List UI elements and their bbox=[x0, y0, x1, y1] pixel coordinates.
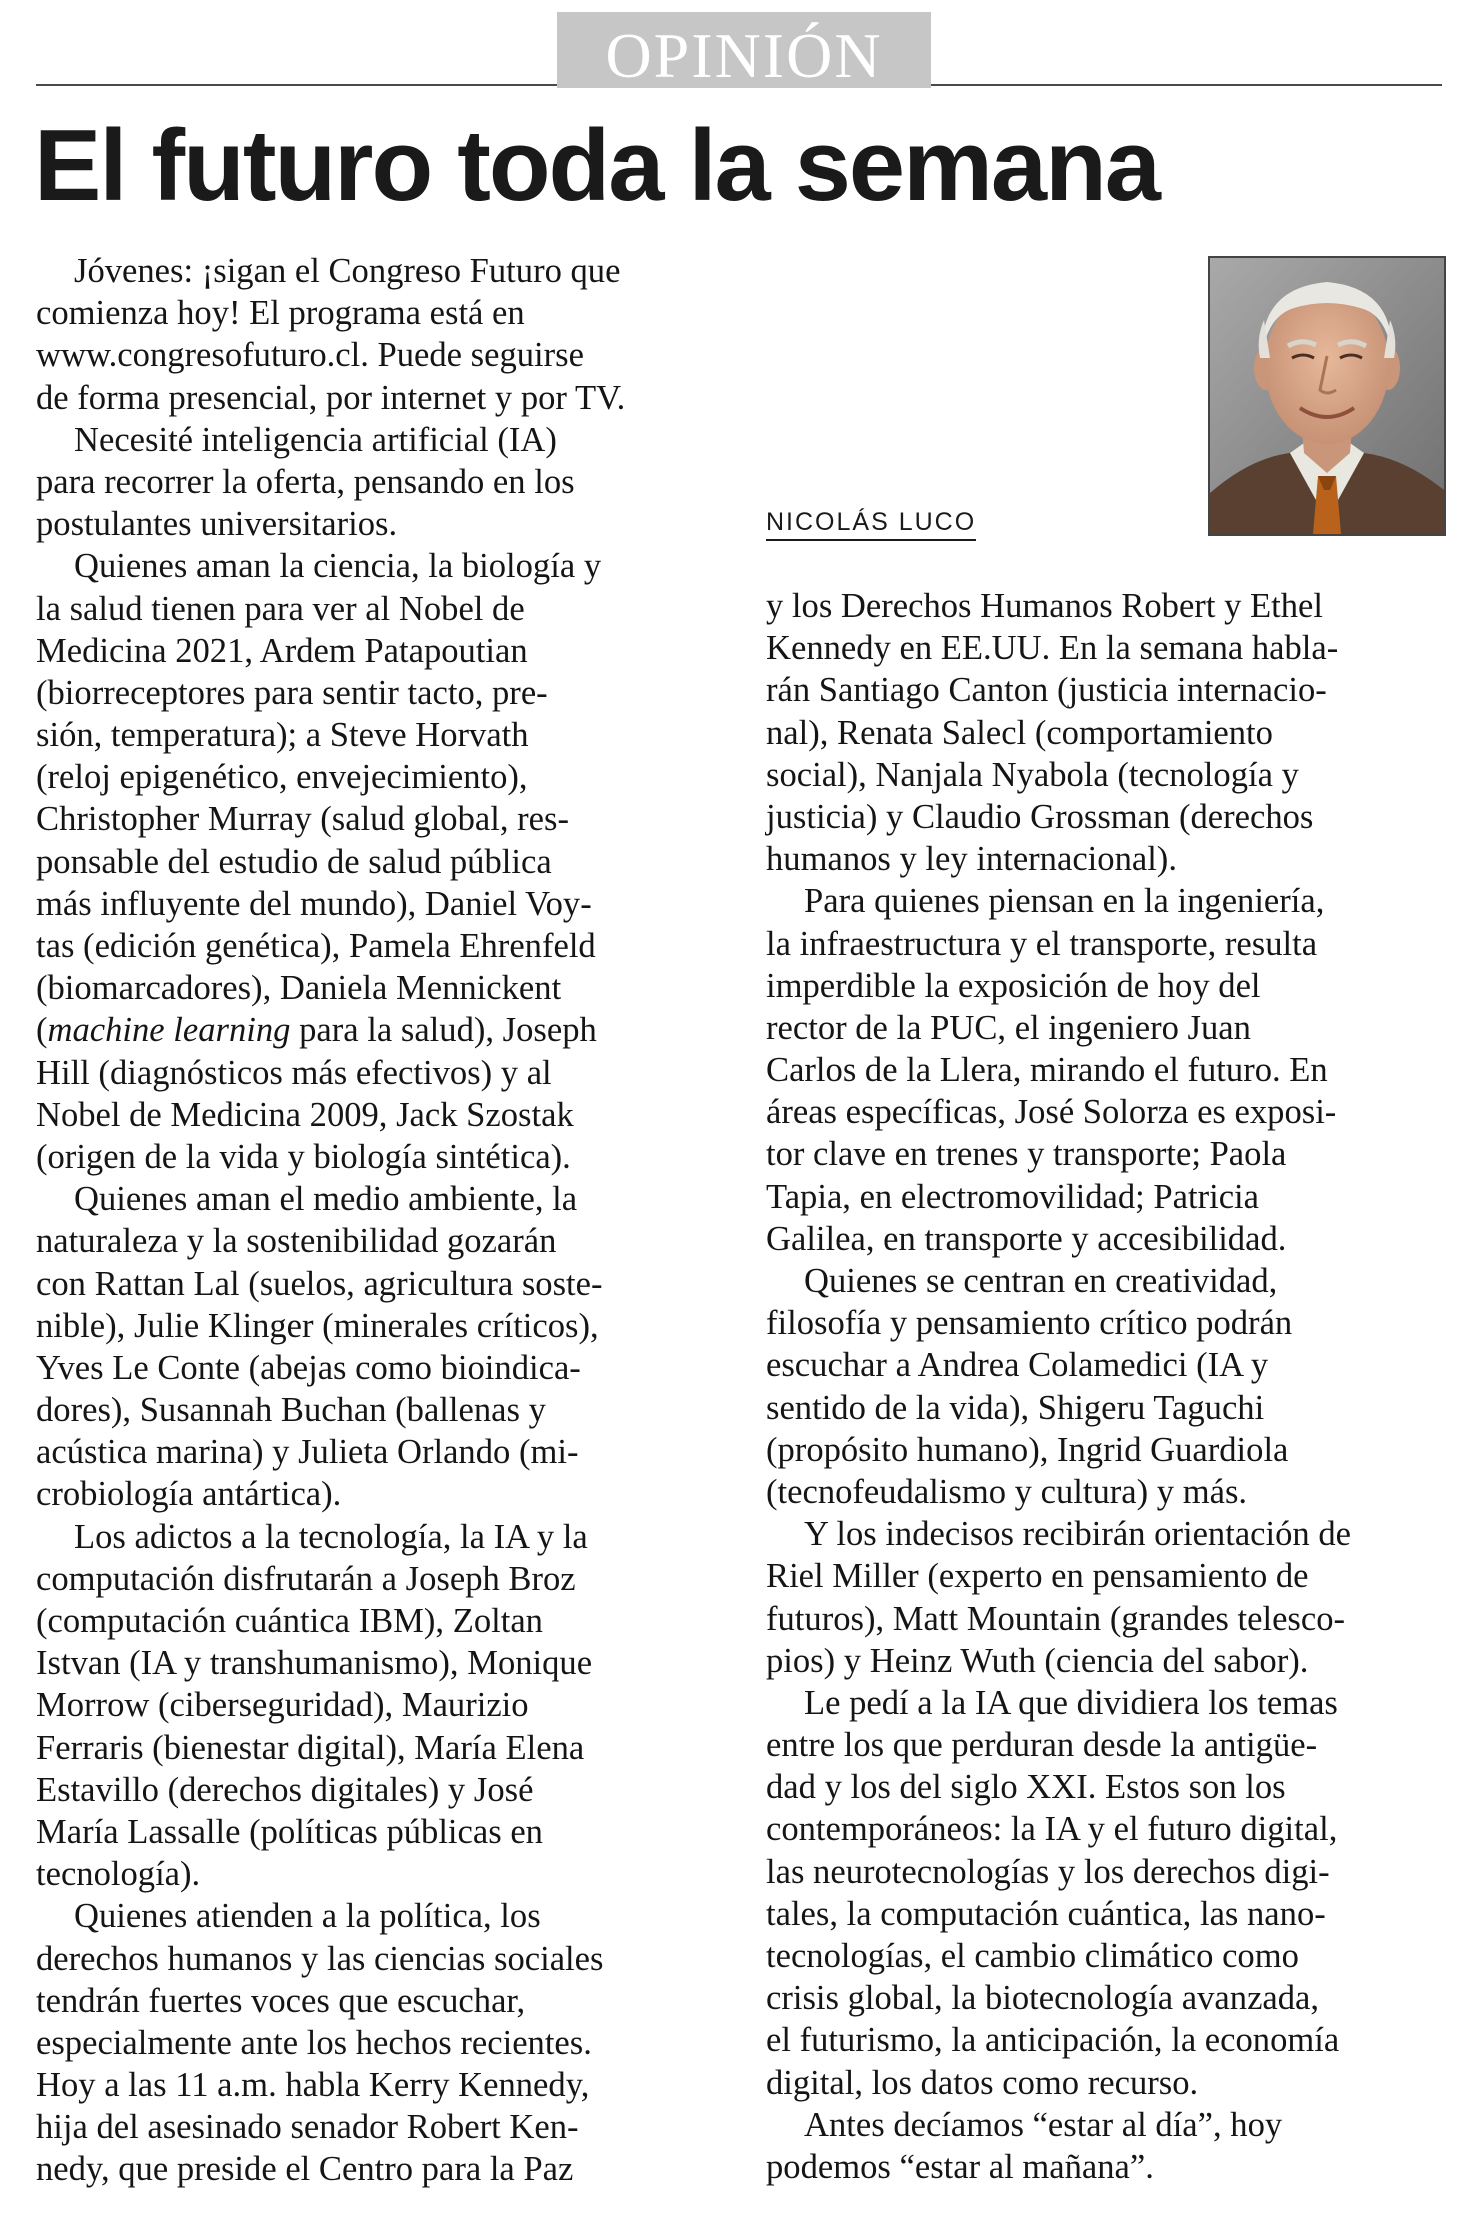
italic-term: machine learning bbox=[47, 1011, 291, 1050]
text-line: sentido de la vida), Shigeru Taguchi bbox=[766, 1388, 1265, 1427]
text-line: (propósito humano), Ingrid Guardiola bbox=[766, 1430, 1289, 1469]
text-line: podemos “estar al mañana”. bbox=[766, 2147, 1154, 2186]
text-line: Yves Le Conte (abejas como bioindica- bbox=[36, 1348, 581, 1387]
headline: El futuro toda la semana bbox=[34, 110, 1159, 222]
text-line: filosofía y pensamiento crítico podrán bbox=[766, 1304, 1293, 1343]
text-line: (tecnofeudalismo y cultura) y más. bbox=[766, 1472, 1248, 1511]
text-line: rán Santiago Canton (justicia internacio- bbox=[766, 671, 1327, 710]
text-line: las neurotecnologías y los derechos digi- bbox=[766, 1852, 1330, 1891]
text-line: (biorreceptores para sentir tacto, pre- bbox=[36, 673, 548, 712]
text-line: humanos y ley internacional). bbox=[766, 840, 1177, 879]
text-line: dores), Susannah Buchan (ballenas y bbox=[36, 1391, 546, 1430]
text-line: sión, temperatura); a Steve Horvath bbox=[36, 716, 529, 755]
text-line: postulantes universitarios. bbox=[36, 505, 398, 544]
author-photo bbox=[1208, 256, 1446, 536]
column-right bbox=[766, 585, 1438, 2188]
text-line: Tapia, en electromovilidad; Patricia bbox=[766, 1177, 1260, 1216]
text-line: tendrán fuertes voces que escuchar, bbox=[36, 1981, 526, 2020]
text-line: ponsable del estudio de salud pública bbox=[36, 842, 552, 881]
text-line: Y los indecisos recibirán orientación de bbox=[804, 1515, 1351, 1554]
text-line: el futurismo, la anticipación, la economía bbox=[766, 2021, 1340, 2060]
text-line: más influyente del mundo), Daniel Voy- bbox=[36, 884, 592, 923]
text-line: nible), Julie Klinger (minerales críticos), bbox=[36, 1306, 599, 1345]
text-line: nedy, que preside el Centro para la Paz bbox=[36, 2150, 574, 2189]
text-line: derechos humanos y las ciencias sociales bbox=[36, 1939, 604, 1978]
text-line: Riel Miller (experto en pensamiento de bbox=[766, 1557, 1309, 1596]
text-line: nal), Renata Salecl (comportamiento bbox=[766, 713, 1273, 752]
text-line: Quienes atienden a la política, los bbox=[74, 1897, 541, 1936]
text-line: especialmente ante los hechos recientes. bbox=[36, 2023, 592, 2062]
text-line: Morrow (ciberseguridad), Maurizio bbox=[36, 1686, 529, 1725]
text-line: Estavillo (derechos digitales) y José bbox=[36, 1770, 534, 1809]
text-line: Kennedy en EE.UU. En la semana habla- bbox=[766, 629, 1339, 668]
text-line: social), Nanjala Nyabola (tecnología y bbox=[766, 755, 1299, 794]
text-line: www.congresofuturo.cl. Puede seguirse bbox=[36, 336, 584, 375]
text-line: tecnologías, el cambio climático como bbox=[766, 1937, 1299, 1975]
text-line: escuchar a Andrea Colamedici (IA y bbox=[766, 1346, 1269, 1385]
text-line: crisis global, la biotecnología avanzada, bbox=[766, 1979, 1320, 2018]
text-line: Hoy a las 11 a.m. habla Kerry Kennedy, bbox=[36, 2066, 590, 2105]
text-line: (computación cuántica IBM), Zoltan bbox=[36, 1602, 543, 1640]
text-line: Quienes aman el medio ambiente, la bbox=[74, 1180, 578, 1219]
text-line: crobiología antártica). bbox=[36, 1475, 342, 1514]
text-line: tas (edición genética), Pamela Ehrenfeld bbox=[36, 927, 596, 965]
text-line: (biomarcadores), Daniela Mennickent bbox=[36, 969, 562, 1008]
text-line: María Lassalle (políticas públicas en bbox=[36, 1812, 543, 1851]
text-line: justicia) y Claudio Grossman (derechos bbox=[766, 797, 1314, 836]
text-line: Medicina 2021, Ardem Patapoutian bbox=[36, 631, 528, 670]
text-line: Necesité inteligencia artificial (IA) bbox=[74, 420, 557, 459]
author-portrait-illustration bbox=[1210, 258, 1444, 534]
text-line: computación disfrutarán a Joseph Broz bbox=[36, 1559, 576, 1598]
text-line: imperdible la exposición de hoy del bbox=[766, 966, 1261, 1005]
text-line: contemporáneos: la IA y el futuro digital, bbox=[766, 1810, 1338, 1849]
text-line: pios) y Heinz Wuth (ciencia del sabor). bbox=[766, 1641, 1309, 1680]
text-line: Quienes se centran en creatividad, bbox=[804, 1262, 1278, 1300]
text-line: para recorrer la oferta, pensando en los bbox=[36, 462, 575, 501]
byline: NICOLÁS LUCO bbox=[766, 508, 976, 541]
text-line: Hill (diagnósticos más efectivos) y al bbox=[36, 1053, 552, 1092]
column-left bbox=[36, 250, 736, 2191]
text-line: acústica marina) y Julieta Orlando (mi- bbox=[36, 1433, 579, 1472]
text-line: con Rattan Lal (suelos, agricultura soste- bbox=[36, 1264, 603, 1303]
text-line: la salud tienen para ver al Nobel de bbox=[36, 589, 525, 628]
text-line: Jóvenes: ¡sigan el Congreso Futuro que bbox=[74, 252, 621, 290]
text-line: (origen de la vida y biología sintética). bbox=[36, 1137, 571, 1176]
text-line: digital, los datos como recurso. bbox=[766, 2063, 1199, 2102]
text-line: la infraestructura y el transporte, resulta bbox=[766, 924, 1318, 963]
text-line: Nobel de Medicina 2009, Jack Szostak bbox=[36, 1095, 574, 1134]
text-line: Quienes aman la ciencia, la biología y bbox=[74, 547, 602, 586]
text-fragment: para la salud), Joseph bbox=[290, 1011, 597, 1050]
text-line: Para quienes piensan en la ingeniería, bbox=[804, 882, 1325, 921]
text-line: Antes decíamos “estar al día”, hoy bbox=[804, 2105, 1283, 2144]
text-line: Los adictos a la tecnología, la IA y la bbox=[74, 1517, 588, 1556]
text-line: Ferraris (bienestar digital), María Elena bbox=[36, 1728, 585, 1767]
text-line: áreas específicas, José Solorza es exposi- bbox=[766, 1093, 1337, 1132]
text-line: naturaleza y la sostenibilidad gozarán bbox=[36, 1222, 557, 1261]
text-line: Le pedí a la IA que dividiera los temas bbox=[804, 1683, 1338, 1722]
text-line: Christopher Murray (salud global, res- bbox=[36, 800, 569, 839]
text-line: hija del asesinado senador Robert Ken- bbox=[36, 2108, 579, 2147]
text-line: y los Derechos Humanos Robert y Ethel bbox=[766, 587, 1323, 625]
section-label: OPINIÓN bbox=[557, 12, 931, 88]
text-line: entre los que perduran desde la antigüe- bbox=[766, 1726, 1318, 1765]
text-line: rector de la PUC, el ingeniero Juan bbox=[766, 1008, 1251, 1047]
text-line: Istvan (IA y transhumanismo), Monique bbox=[36, 1644, 593, 1683]
text-line: comienza hoy! El programa está en bbox=[36, 294, 525, 333]
text-line: tor clave en trenes y transporte; Paola bbox=[766, 1135, 1287, 1174]
text-line: Carlos de la Llera, mirando el futuro. En bbox=[766, 1051, 1328, 1090]
text-line: dad y los del siglo XXI. Estos son los bbox=[766, 1768, 1286, 1807]
text-line: tales, la computación cuántica, las nano- bbox=[766, 1894, 1326, 1933]
text-line: (reloj epigenético, envejecimiento), bbox=[36, 758, 528, 797]
text-line: Galilea, en transporte y accesibilidad. bbox=[766, 1219, 1287, 1258]
text-line: (machine learning para la salud), Joseph bbox=[36, 1011, 597, 1050]
text-line: de forma presencial, por internet y por TV. bbox=[36, 378, 626, 417]
text-line: tecnología). bbox=[36, 1855, 201, 1894]
text-line: futuros), Matt Mountain (grandes telesco- bbox=[766, 1599, 1346, 1638]
